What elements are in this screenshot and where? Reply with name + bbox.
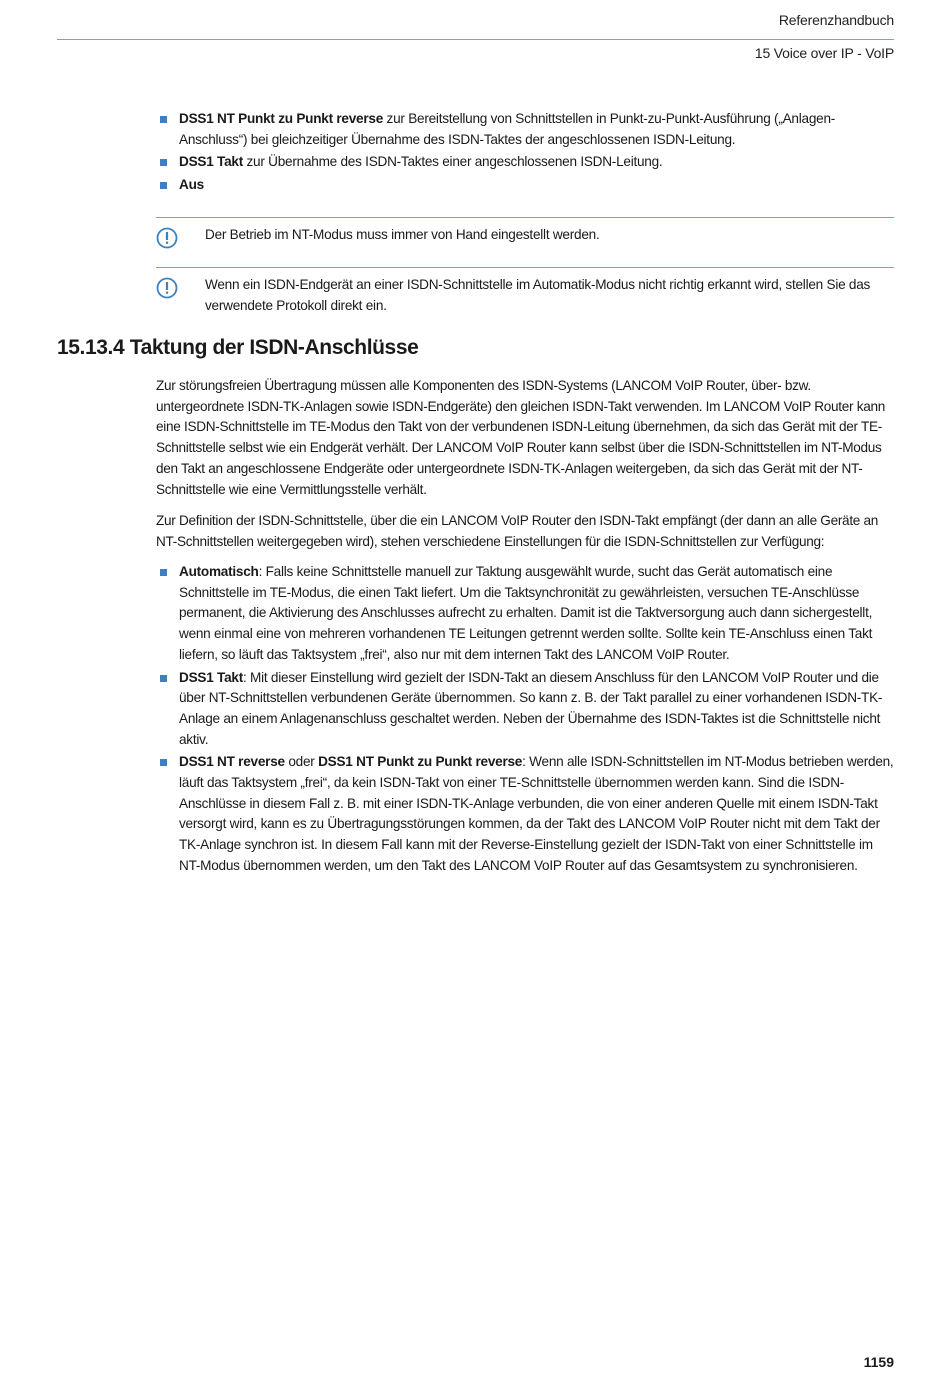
option-list-top [156,109,894,198]
option-name: Automatisch [179,564,259,579]
running-header-chapter: 15 Voice over IP - VoIP [754,45,894,61]
header-divider [57,39,894,40]
option-name-alt: DSS1 NT Punkt zu Punkt reverse [318,754,523,770]
list-item [156,109,894,150]
option-description: zur Übernahme des ISDN-Taktes einer angeschlossenen ISDN-Leitung. [242,154,663,170]
list-item [156,175,894,196]
option-name: DSS1 NT Punkt zu Punkt reverse [179,111,384,126]
page-number: 1159 [863,1354,894,1370]
note-text: Der Betrieb im NT-Modus muss immer von Hand eingestellt werden. [205,227,600,242]
note-box [156,267,894,316]
note-text: Wenn ein ISDN-Endgerät an einer ISDN-Schnittstelle im Automatik-Modus nicht richtig erkannt wird, stellen Sie das verwendete Protokoll direkt ein. [205,277,871,313]
list-item [156,668,894,751]
body-paragraph: Zur Definition der ISDN-Schnittstelle, über die ein LANCOM VoIP Router den ISDN-Takt empfängt (der dann an alle Geräte an NT-Schnittstellen weitergegeben wird), stehen verschiedene Einstellungen für die ISDN-Schnittstellen zur Verfügung: [156,513,879,549]
option-name: DSS1 NT reverse [179,754,285,770]
option-description: : Wenn alle ISDN-Schnittstellen im NT-Modus betrieben werden, läuft das Taktsystem „frei“, da kein ISDN-Takt von einer TE-Schnittstelle übernommen werden kann. Sind die ISDN-Anschlüsse in diesem Fall z. B. mit einer ISDN-TK-Anlage verbunden, die von einer anderen Quelle mit einem ISDN-Takt versorgt wird, kann es zu Übertragungsstörungen kommen, da der Takt des LANCOM VoIP Router nicht mit dem Takt der TK-Anlage synchron ist. In diesem Fall kann mit der Reverse-Einstellung gezielt der ISDN-Takt von einer Schnittstelle im NT-Modus übernommen werden, um den Takt des LANCOM VoIP Router auf das Gesamtsystem zu synchronisieren. [179,754,894,873]
option-name: DSS1 Takt [179,154,243,170]
option-connector: oder [284,754,319,770]
body-paragraph: Zur störungsfreien Übertragung müssen alle Komponenten des ISDN-Systems (LANCOM VoIP Router, über- bzw. untergeordnete ISDN-TK-Anlagen sowie ISDN-Endgeräte) den gleichen ISDN-Takt verwenden. Im LANCOM VoIP Router kann eine ISDN-Schnittstelle im TE-Modus den Takt von der verbundenen ISDN-Leitung übernehmen, da sich das Gerät mit der TE-Schnittstelle selbst wie ein Endgerät verhält. Der LANCOM VoIP Router kann selbst über die ISDN-Schnittstellen im NT-Modus den Takt an angeschlossene Endgeräte oder untergeordnete ISDN-TK-Anlagen weitergeben, da sich das Gerät mit der NT-Schnittstelle wie eine Vermittlungsstelle verhält. [156,378,885,497]
info-exclamation-icon [156,227,178,249]
section-heading: 15.13.4 Taktung der ISDN-Anschlüsse [57,336,419,359]
info-exclamation-icon [156,277,178,299]
option-description: : Falls keine Schnittstelle manuell zur Taktung ausgewählt wurde, sucht das Gerät automatisch eine Schnittstelle im TE-Modus, die einen Takt liefert. Um die Taktsynchronität zu gewährleisten, versuchen TE-Anschlüsse permanent, die Aktivierung des Anschlusses aufrecht zu erhalten. Damit ist die Taktversorgung auch dann sichergestellt, wenn einmal eine von mehreren vorhandenen TE Leitungen getrennt werden sollte. Sollte kein TE-Anschluss einen Takt liefern, so läuft das Taktsystem „frei“, also nur mit dem internen Takt des LANCOM VoIP Router. [179,564,873,662]
list-item [156,752,894,876]
list-item [156,562,894,666]
option-name: DSS1 Takt [179,669,243,685]
running-header-book-title: Referenzhandbuch [778,12,894,28]
option-list-clock [156,562,894,879]
option-name: Aus [179,177,204,193]
note-box [156,217,894,246]
option-description: : Mit dieser Einstellung wird gezielt der ISDN-Takt an diesem Anschluss für den LANCOM VoIP Router und die über NT-Schnittstellen verbundenen Geräte übernommen. So kann z. B. der Takt parallel zu einer vorhandenen ISDN-TK-Anlage an einem Anlagenanschluss geschaltet werden. Neben der Übernahme des ISDN-Taktes ist die Schnittstelle nicht aktiv. [179,669,883,747]
list-item [156,152,894,173]
option-description: zur Bereitstellung von Schnittstellen in Punkt-zu-Punkt-Ausführung („Anlagen-Anschluss“) bei gleichzeitiger Übernahme des ISDN-Taktes der angeschlossenen ISDN-Leitung. [179,111,836,147]
